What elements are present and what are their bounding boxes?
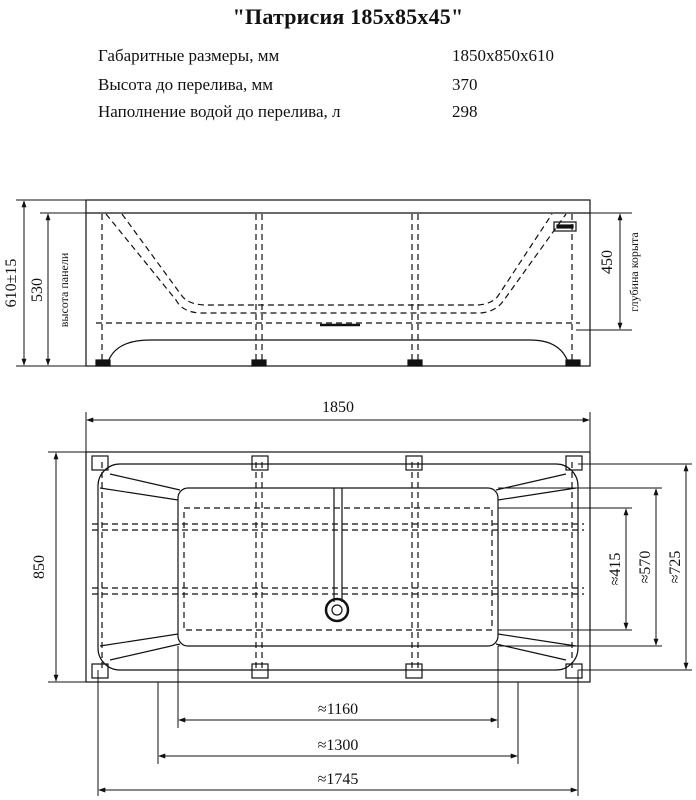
leg-pad: [406, 664, 422, 678]
side-view: [86, 200, 590, 366]
leg-pad: [92, 456, 108, 470]
spec-value-overflow-height: 370: [452, 75, 478, 94]
dim-inner-725: ≈725: [667, 550, 684, 584]
side-foot: [408, 360, 422, 366]
leg-pad: [92, 664, 108, 678]
dim-length: 1850: [322, 399, 354, 416]
dim-bottom-1745: ≈1745: [317, 771, 359, 788]
basin-depth-caption: глубина корыта: [627, 232, 641, 312]
spec-value-dimensions: 1850х850х610: [452, 46, 554, 65]
spec-label-dimensions: Габаритные размеры, мм: [98, 46, 280, 65]
drain-icon-inner: [332, 605, 342, 615]
side-basin-profile: [106, 214, 566, 313]
dim-inner-415: ≈415: [607, 552, 624, 586]
dim-overall-height: 610±15: [3, 258, 20, 308]
side-base-frame: [108, 340, 568, 362]
leg-pad: [406, 456, 422, 470]
dim-bottom-1300: ≈1300: [317, 737, 359, 754]
top-rim-outline: [86, 452, 590, 682]
dim-inner-570: ≈570: [637, 550, 654, 584]
side-apron-outline: [86, 200, 590, 366]
drain-icon: [326, 599, 348, 621]
spec-label-water-volume: Наполнение водой до перелива, л: [98, 102, 341, 121]
side-foot: [252, 360, 266, 366]
top-basin-outline: [98, 464, 578, 670]
panel-height-caption: высота панели: [57, 252, 71, 328]
dim-panel-height: 530: [29, 278, 46, 302]
dim-width: 850: [31, 555, 48, 579]
dim-bottom-1160: ≈1160: [317, 701, 359, 718]
top-view: [86, 452, 590, 682]
top-view-dimensions: [48, 412, 692, 796]
dim-basin-depth: 450: [599, 250, 616, 274]
leg-pad: [252, 664, 268, 678]
leg-pad: [252, 456, 268, 470]
top-basin-floor: [184, 508, 492, 630]
overflow-fitting-slot: [557, 225, 573, 228]
spec-value-water-volume: 298: [452, 102, 478, 121]
side-foot: [96, 360, 110, 366]
side-basin-inner-profile: [122, 214, 552, 305]
top-basin-bottom: [178, 488, 498, 646]
side-foot: [566, 360, 580, 366]
drawing-title: "Патрисия 185х85х45": [232, 4, 464, 29]
spec-label-overflow-height: Высота до перелива, мм: [98, 75, 274, 94]
